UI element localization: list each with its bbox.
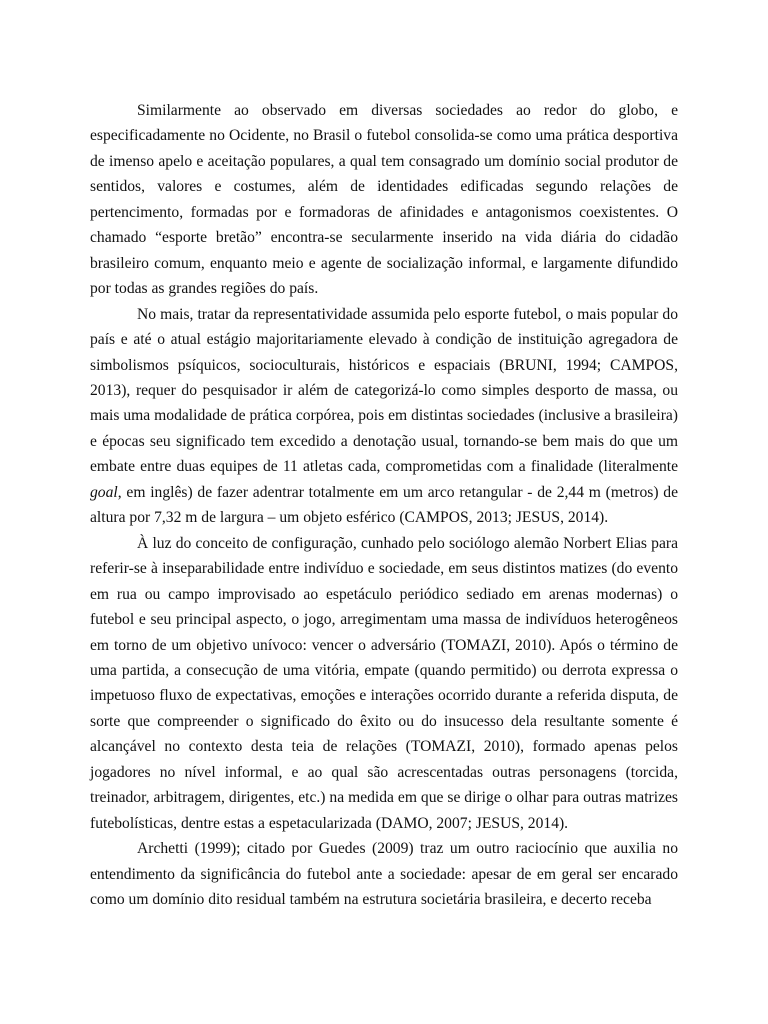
paragraph-3: À luz do conceito de configuração, cunhado pelo sociólogo alemão Norbert Elias para referir-se à inseparabilidade entre indivíduo e sociedade, em seus distintos matizes (do evento em rua ou campo improvisado ao espetáculo periódico sediado em arenas modernas) o futebol e seu principal aspecto, o jogo, arregimentam uma massa de indivíduos heterogêneos em torno de um objetivo unívoco: vencer o adversário (TOMAZI, 2010). Após o término de uma partida, a consecução de uma vitória, empate (quando permitido) ou derrota expressa o impetuoso fluxo de expectativas, emoções e interações ocorrido durante a referida disputa, de sorte que compreender o significado do êxito ou do insucesso dela resultante somente é alcançável no contexto desta teia de relações (TOMAZI, 2010), formado apenas pelos jogadores no nível informal, e ao qual são acrescentadas outras personagens (torcida, treinador, arbitragem, dirigentes, etc.) na medida em que se dirige o olhar para outras matrizes futebolísticas, dentre estas a espetacularizada (DAMO, 2007; JESUS, 2014). xyxy=(90,534,678,832)
paragraph-4: Archetti (1999); citado por Guedes (2009) traz um outro raciocínio que auxilia no entendimento da significância do futebol ante a sociedade: apesar de em geral ser encarado como um domínio dito residual também na estrutura societária brasileira, e decerto receba xyxy=(90,840,678,909)
paragraph-2-part-2: , em inglês) de fazer adentrar totalmente em um arco retangular - de 2,44 m (metros) de altura por 7,32 m de largura – um objeto esférico (CAMPOS, 2013; JESUS, 2014). xyxy=(90,483,678,527)
paragraph-2 xyxy=(90,302,678,531)
paragraph-2-part-1: No mais, tratar da representatividade assumida pelo esporte futebol, o mais popular do país e até o atual estágio majoritariamente elevado à condição de instituição agregadora de simbolismos psíquicos, socioculturais, históricos e espaciais (BRUNI, 1994; CAMPOS, 2013), requer do pesquisador ir além de categorizá-lo como simples desporto de massa, ou mais uma modalidade de prática corpórea, pois em distintas sociedades (inclusive a brasileira) e épocas seu significado tem excedido a denotação usual, tornando-se bem mais do que um embate entre duas equipes de 11 atletas cada, comprometidas com a finalidade (literalmente xyxy=(90,305,678,476)
body-text xyxy=(90,98,678,913)
paragraph-1: Similarmente ao observado em diversas sociedades ao redor do globo, e especificadamente no Ocidente, no Brasil o futebol consolida-se como uma prática desportiva de imenso apelo e aceitação populares, a qual tem consagrado um domínio social produtor de sentidos, valores e costumes, além de identidades edificadas segundo relações de pertencimento, formadas por e formadoras de afinidades e antagonismos coexistentes. O chamado “esporte bretão” encontra-se secularmente inserido na vida diária do cidadão brasileiro comum, enquanto meio e agente de socialização informal, e largamente difundido por todas as grandes regiões do país. xyxy=(90,102,678,298)
paragraph-2-italic-term: goal xyxy=(90,483,118,501)
